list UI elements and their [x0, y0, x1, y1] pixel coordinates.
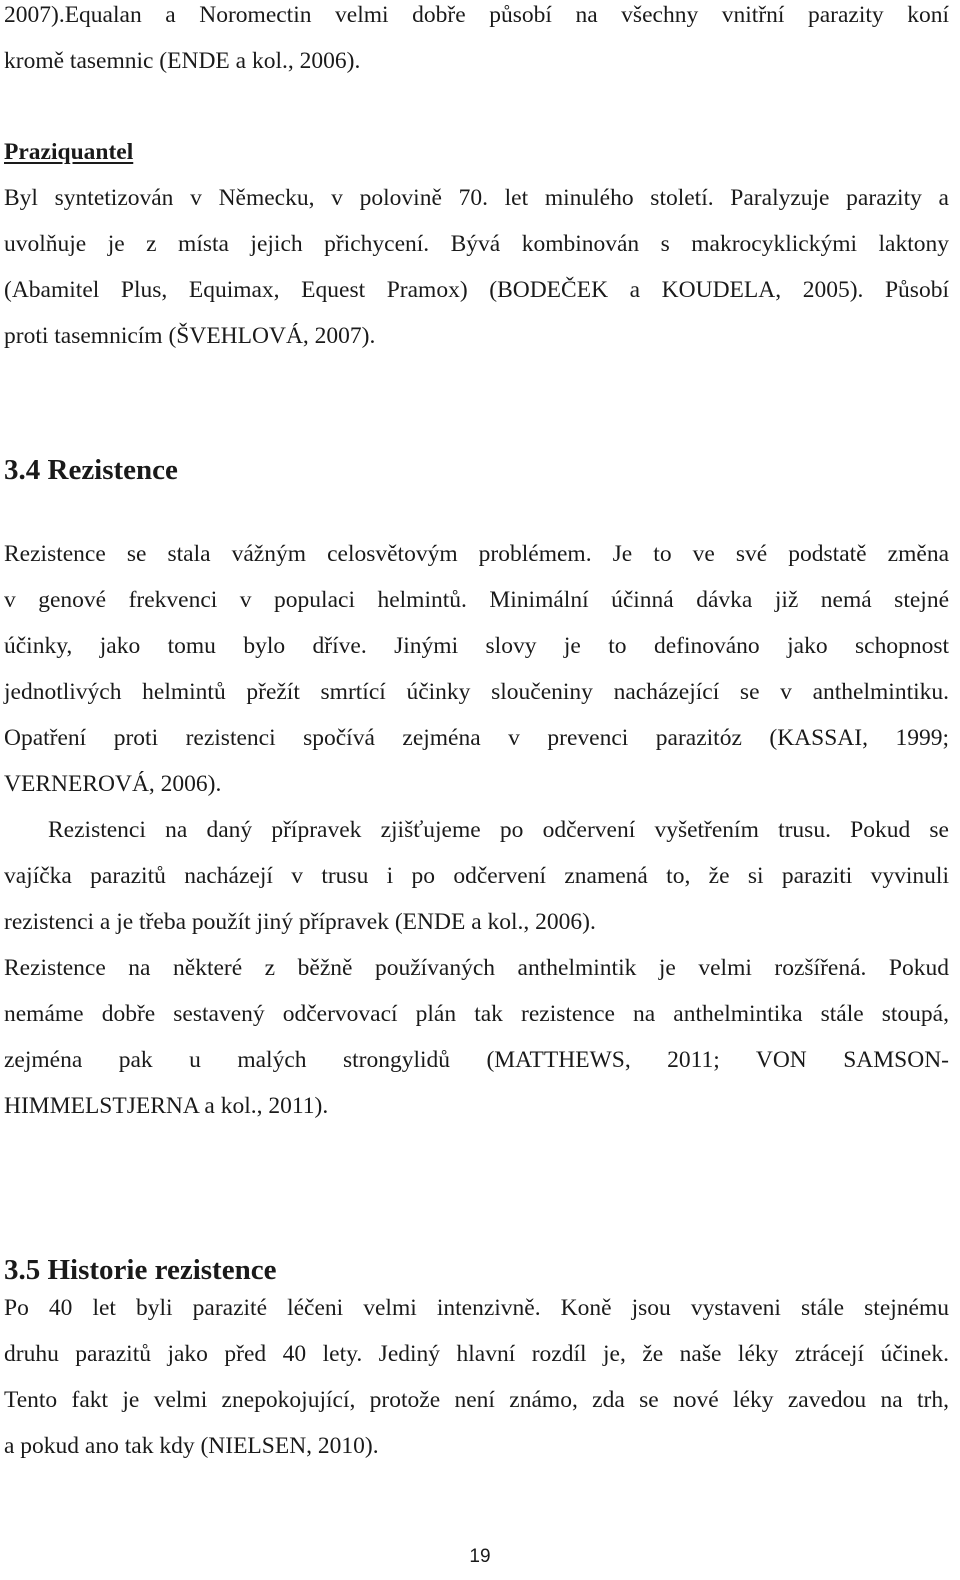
section-heading: 3.5 Historie rezistence: [4, 1254, 277, 1286]
text-line: účinky, jako tomu bylo dříve. Jinými slovy je to definováno jako schopnost: [4, 633, 949, 659]
text-line: uvolňuje je z místa jejich přichycení. Bývá kombinován s makrocyklickými laktony: [4, 231, 949, 257]
text-line: a pokud ano tak kdy (NIELSEN, 2010).: [4, 1433, 379, 1459]
text-line: kromě tasemnic (ENDE a kol., 2006).: [4, 48, 361, 74]
text-line: Rezistenci na daný přípravek zjišťujeme po odčervení vyšetřením trusu. Pokud se: [48, 817, 949, 843]
text-line: druhu parazitů jako před 40 lety. Jediný hlavní rozdíl je, že naše léky ztrácejí účinek.: [4, 1341, 949, 1367]
text-line: v genové frekvenci v populaci helmintů. Minimální účinná dávka již nemá stejné: [4, 587, 949, 613]
text-line: Rezistence se stala vážným celosvětovým problémem. Je to ve své podstatě změna: [4, 541, 949, 567]
text-line: zejména pak u malých strongylidů (MATTHEWS, 2011; VON SAMSON-: [4, 1047, 949, 1073]
text-line: Po 40 let byli parazité léčeni velmi intenzivně. Koně jsou vystaveni stále stejnému: [4, 1295, 949, 1321]
text-line: nemáme dobře sestavený odčervovací plán tak rezistence na anthelmintika stále stoupá,: [4, 1001, 949, 1027]
text-line: Tento fakt je velmi znepokojující, protože není známo, zda se nové léky zavedou na trh,: [4, 1387, 949, 1413]
praziquantel-heading: Praziquantel: [4, 139, 134, 165]
text-line: rezistenci a je třeba použít jiný přípravek (ENDE a kol., 2006).: [4, 909, 596, 935]
text-line: (Abamitel Plus, Equimax, Equest Pramox) (BODEČEK a KOUDELA, 2005). Působí: [4, 277, 949, 303]
text-line: jednotlivých helmintů přežít smrtící účinky sloučeniny nacházející se v anthelmintiku.: [4, 679, 949, 705]
text-line: 2007).Equalan a Noromectin velmi dobře působí na všechny vnitřní parazity koní: [4, 2, 949, 28]
text-line: HIMMELSTJERNA a kol., 2011).: [4, 1093, 329, 1119]
text-line: vajíčka parazitů nacházejí v trusu i po odčervení znamená to, že si paraziti vyvinuli: [4, 863, 949, 889]
text-line: Byl syntetizován v Německu, v polovině 70. let minulého století. Paralyzuje parazity a: [4, 185, 949, 211]
text-line: Opatření proti rezistenci spočívá zejména v prevenci parazitóz (KASSAI, 1999;: [4, 725, 949, 751]
text-line: VERNEROVÁ, 2006).: [4, 771, 222, 797]
text-line: Rezistence na některé z běžně používaných anthelmintik je velmi rozšířená. Pokud: [4, 955, 949, 981]
section-heading: 3.4 Rezistence: [4, 454, 178, 486]
text-line: proti tasemnicím (ŠVEHLOVÁ, 2007).: [4, 323, 376, 349]
page-number: 19: [469, 1546, 491, 1567]
